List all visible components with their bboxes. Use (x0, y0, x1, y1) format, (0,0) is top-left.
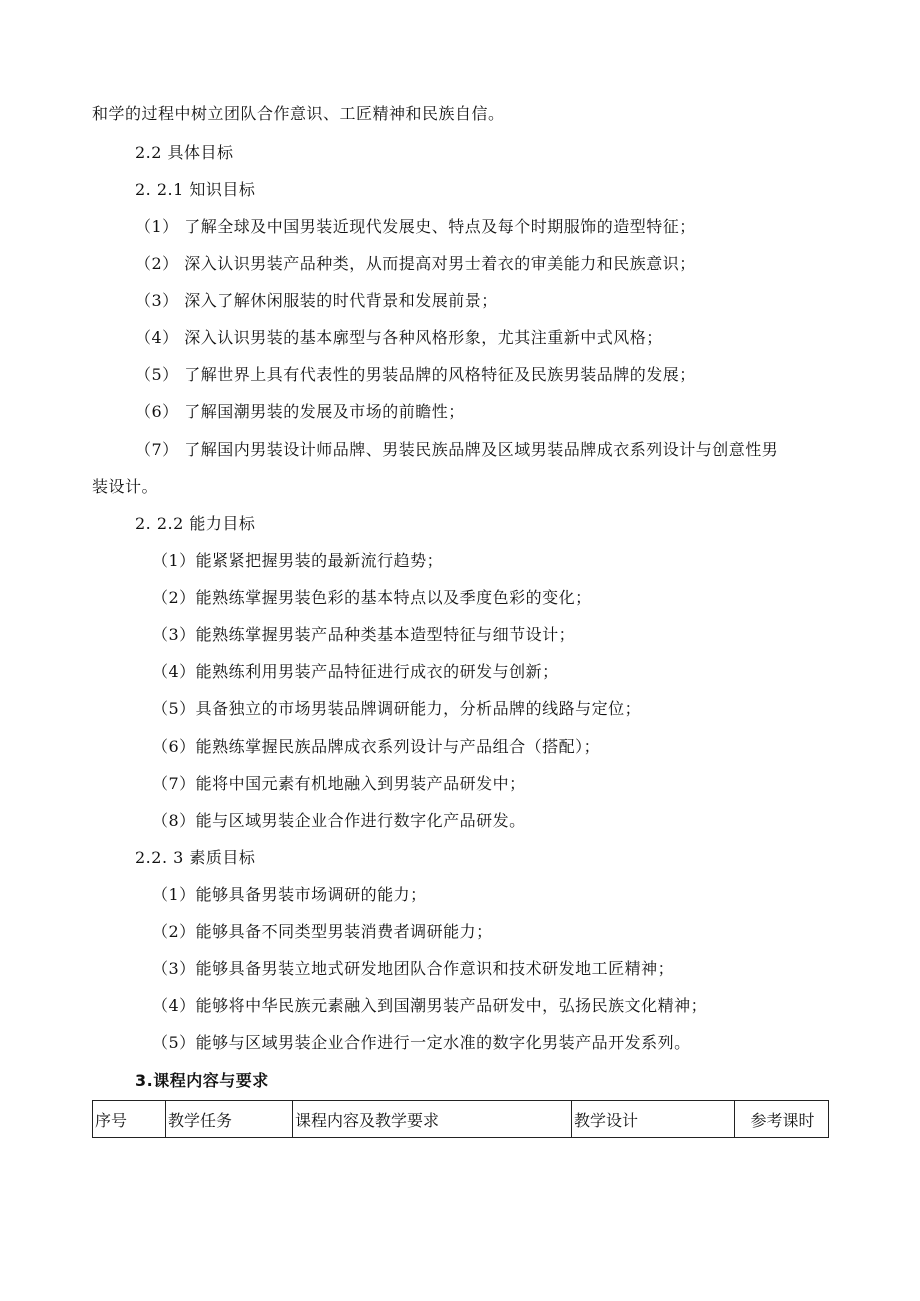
section-heading: 3.课程内容与要求 (135, 1071, 269, 1090)
header-cell-content: 课程内容及教学要求 (293, 1101, 572, 1138)
quality-item-2: （2）能够具备不同类型男装消费者调研能力； (152, 922, 493, 941)
header-cell-task: 教学任务 (166, 1101, 293, 1138)
ability-item-8: （8）能与区域男装企业合作进行数字化产品研发。 (152, 811, 526, 830)
ability-item-6: （6）能熟练掌握民族品牌成衣系列设计与产品组合（搭配）； (152, 737, 601, 756)
ability-item-2: （2）能熟练掌握男装色彩的基本特点以及季度色彩的变化； (152, 588, 592, 607)
course-content-table (92, 1100, 829, 1138)
heading-2-2-1: 2. 2.1 知识目标 (135, 180, 256, 199)
quality-item-1: （1）能够具备男装市场调研的能力； (152, 885, 427, 904)
quality-item-5: （5）能够与区域男装企业合作进行一定水准的数字化男装产品开发系列。 (152, 1033, 691, 1052)
header-cell-number: 序号 (93, 1101, 166, 1138)
ability-item-3: （3）能熟练掌握男装产品种类基本造型特征与细节设计； (152, 625, 576, 644)
knowledge-item-7-continuation: 装设计。 (92, 477, 159, 496)
paragraph-intro-continuation: 和学的过程中树立团队合作意识、工匠精神和民族自信。 (92, 104, 505, 123)
ability-item-4: （4）能熟练利用男装产品特征进行成衣的研发与创新； (152, 662, 559, 681)
knowledge-item-3: （3） 深入了解休闲服装的时代背景和发展前景； (135, 291, 498, 310)
ability-item-1: （1）能紧紧把握男装的最新流行趋势； (152, 551, 444, 570)
knowledge-item-7: （7） 了解国内男装设计师品牌、男装民族品牌及区域男装品牌成衣系列设计与创意性男 (135, 440, 779, 459)
table-header-row (93, 1101, 829, 1138)
header-cell-hours: 参考课时 (735, 1101, 829, 1138)
quality-item-4: （4）能够将中华民族元素融入到国潮男装产品研发中，弘扬民族文化精神； (152, 996, 708, 1015)
knowledge-item-5: （5） 了解世界上具有代表性的男装品牌的风格特征及民族男装品牌的发展； (135, 365, 696, 384)
heading-2-2: 2.2 具体目标 (135, 143, 234, 162)
ability-item-7: （7）能将中国元素有机地融入到男装产品研发中； (152, 774, 526, 793)
knowledge-item-1: （1） 了解全球及中国男装近现代发展史、特点及每个时期服饰的造型特征； (135, 217, 696, 236)
knowledge-item-6: （6） 了解国潮男装的发展及市场的前瞻性； (135, 402, 465, 421)
ability-item-5: （5）具备独立的市场男装品牌调研能力，分析品牌的线路与定位； (152, 699, 642, 718)
heading-2-2-2: 2. 2.2 能力目标 (135, 514, 256, 533)
heading-2-2-3: 2.2. 3 素质目标 (135, 848, 256, 867)
knowledge-item-2: （2） 深入认识男装产品种类，从而提高对男士着衣的审美能力和民族意识； (135, 254, 696, 273)
quality-item-3: （3）能够具备男装立地式研发地团队合作意识和技术研发地工匠精神； (152, 959, 675, 978)
header-cell-design: 教学设计 (572, 1101, 735, 1138)
knowledge-item-4: （4） 深入认识男装的基本廓型与各种风格形象，尤其注重新中式风格； (135, 328, 663, 347)
